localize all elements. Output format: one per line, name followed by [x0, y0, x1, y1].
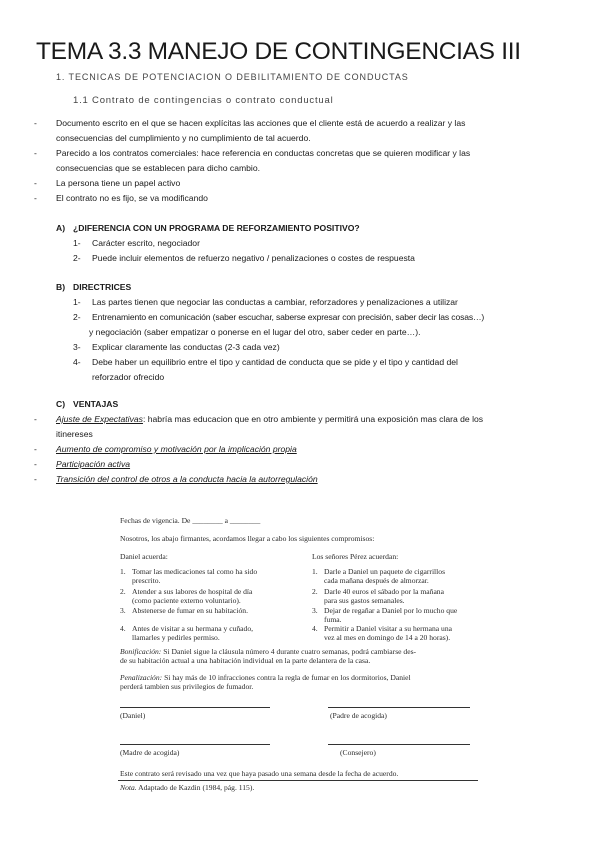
clause-number: 2. — [120, 587, 126, 596]
signature-line — [120, 744, 270, 745]
item-text: y negociación (saber empatizar o ponerse en el lugar del otro, saber ceder en parte…). — [89, 327, 421, 337]
item-number: 2- — [73, 253, 81, 263]
bullet-dash: - — [34, 459, 37, 469]
clause-text: Abstenerse de fumar en su habitación. — [132, 606, 248, 615]
intro-text: La persona tiene un papel activo — [56, 178, 181, 188]
bullet-dash: - — [34, 474, 37, 484]
advantage-cont: itinereses — [56, 429, 93, 439]
clause-text: cada mañana después de almorzar. — [324, 576, 429, 585]
item-text: Entrenamiento en comunicación (saber escuchar, saberse expresar con precisión, saber decir las cosas…) — [92, 312, 485, 322]
page-title: TEMA 3.3 MANEJO DE CONTINGENCIAS III — [36, 38, 521, 65]
bullet-dash: - — [34, 178, 37, 188]
clause-text: fuma. — [324, 615, 342, 624]
contract-note — [120, 783, 254, 792]
advantage-item — [56, 412, 483, 427]
item-number: 3- — [73, 342, 81, 352]
bullet-dash: - — [34, 444, 37, 454]
clause-number: 4. — [120, 624, 126, 633]
signature-line — [328, 744, 470, 745]
clause-number: 4. — [312, 624, 318, 633]
contract-example-image — [118, 507, 484, 799]
clause-text: Dejar de regañar a Daniel por lo mucho que — [324, 606, 458, 615]
item-text: Explicar claramente las conductas (2-3 cada vez) — [92, 342, 280, 352]
item-number: 2- — [73, 312, 81, 322]
contract-right-heading: Los señores Pérez acuerdan: — [312, 552, 399, 561]
signature-daniel: (Daniel) — [120, 711, 146, 720]
contract-dates: Fechas de vigencia. De ________ a ________ — [120, 516, 261, 525]
intro-text: Parecido a los contratos comerciales: hace referencia en conductas concretas que se quieren modificar y las — [56, 148, 471, 158]
clause-number: 1. — [312, 567, 318, 576]
divider — [118, 780, 478, 781]
clause-text: para sus gastos semanales. — [324, 596, 405, 605]
signature-mother: (Madre de acogida) — [120, 748, 180, 757]
contract-review: Este contrato será revisado una vez que haya pasado una semana desde la fecha de acuerdo. — [120, 769, 399, 778]
intro-text: El contrato no es fijo, se va modificando — [56, 193, 208, 203]
penalty-text: Si hay más de 10 infracciones contra la regla de fumar en los dormitorios, Daniel — [162, 673, 411, 682]
clause-text: Tomar las medicaciones tal como ha sido — [132, 567, 258, 576]
advantage-lead: Aumento de compromiso y motivación por la implicación propia — [56, 444, 297, 454]
clause-number: 3. — [120, 606, 126, 615]
bonus-label: Bonificación: — [120, 647, 162, 656]
item-number: 1- — [73, 297, 81, 307]
bullet-dash: - — [34, 193, 37, 203]
note-label: Nota. — [120, 783, 137, 792]
penalty-label: Penalización: — [120, 673, 163, 682]
clause-text: Darle a Daniel un paquete de cigarrillos — [324, 567, 446, 576]
advantage-rest: : habría mas educacion que en otro ambiente y permitirá una exposición mas clara de los — [142, 414, 484, 424]
section-letter: B) — [56, 282, 66, 292]
clause-text: Darle 40 euros el sábado por la mañana — [324, 587, 444, 596]
contract-left-heading: Daniel acuerda: — [120, 552, 168, 561]
clause-text: prescrito. — [132, 576, 161, 585]
section-heading: ¿DIFERENCIA CON UN PROGRAMA DE REFORZAMIENTO POSITIVO? — [73, 223, 360, 233]
item-number: 4- — [73, 357, 81, 367]
contract-intro: Nosotros, los abajo firmantes, acordamos llegar a cabo los siguientes compromisos: — [120, 534, 375, 543]
clause-text: Atender a sus labores de hospital de día — [132, 587, 253, 596]
section-heading: DIRECTRICES — [73, 282, 132, 292]
bullet-dash: - — [34, 414, 37, 424]
penalty-text: perderá tambien sus privilegios de fumador. — [120, 682, 254, 691]
advantage-lead: Ajuste de Expectativas — [56, 414, 143, 424]
section-letter: A) — [56, 223, 66, 233]
signature-line — [328, 707, 470, 708]
item-number: 1- — [73, 238, 81, 248]
clause-text: (como paciente externo voluntario). — [132, 596, 241, 605]
section-letter: C) — [56, 399, 66, 409]
clause-text: Permitir a Daniel visitar a su hermana una — [324, 624, 452, 633]
bullet-dash: - — [34, 148, 37, 158]
clause-text: Antes de visitar a su hermana y cuñado, — [132, 624, 254, 633]
contract-bonus — [120, 647, 416, 656]
note-text: Adaptado de Kazdin (1984, pág. 115). — [136, 783, 255, 792]
item-text: Las partes tienen que negociar las conductas a cambiar, reforzadores y penalizaciones a utilizar — [92, 297, 458, 307]
clause-number: 3. — [312, 606, 318, 615]
intro-text: consecuencias del cumplimiento y no cumplimiento de tal acuerdo. — [56, 133, 311, 143]
signature-father: (Padre de acogida) — [330, 711, 387, 720]
signature-line — [120, 707, 270, 708]
item-text: Puede incluir elementos de refuerzo negativo / penalizaciones o costes de respuesta — [92, 253, 415, 263]
bullet-dash: - — [34, 118, 37, 128]
clause-text: vez al mes en domingo de 14 a 20 horas). — [324, 633, 451, 642]
section-subtitle: 1. TECNICAS DE POTENCIACION O DEBILITAMIENTO DE CONDUCTAS — [56, 72, 409, 82]
clause-number: 1. — [120, 567, 126, 576]
bonus-text: Si Daniel sigue la cláusula número 4 durante cuatro semanas, podrá cambiarse des- — [161, 647, 417, 656]
clause-text: llamarles y pedirles permiso. — [132, 633, 220, 642]
intro-text: Documento escrito en el que se hacen explícitas las acciones que el cliente está de acuerdo a realizar y las — [56, 118, 466, 128]
advantage-lead: Participación activa — [56, 459, 131, 469]
bonus-text: de su habitación actual a una habitación individual en la parte delantera de la casa. — [120, 656, 371, 665]
intro-text: consecuencias que se establecen para dicho cambio. — [56, 163, 260, 173]
contract-penalty — [120, 673, 411, 682]
subsection-subtitle: 1.1 Contrato de contingencias o contrato conductual — [73, 95, 334, 106]
clause-number: 2. — [312, 587, 318, 596]
item-text: Carácter escrito, negociador — [92, 238, 200, 248]
item-text: reforzador ofrecido — [92, 372, 165, 382]
section-heading: VENTAJAS — [73, 399, 119, 409]
advantage-lead: Transición del control de otros a la conducta hacia la autorregulación — [56, 474, 318, 484]
item-text: Debe haber un equilibrio entre el tipo y cantidad de conducta que se pide y el tipo y cantidad del — [92, 357, 458, 367]
signature-counselor: (Consejero) — [340, 748, 376, 757]
